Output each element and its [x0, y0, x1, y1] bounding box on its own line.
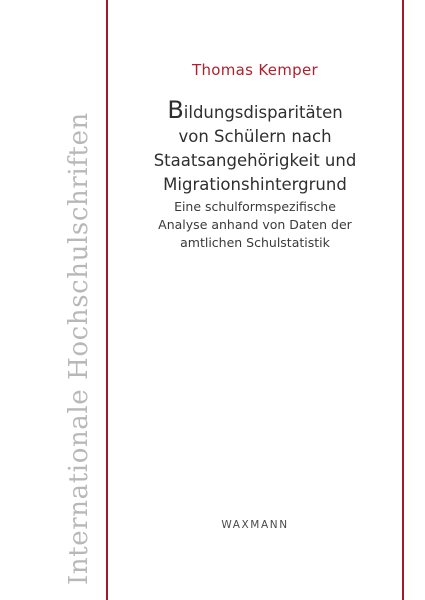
title-line-2: von Schülern nach: [178, 127, 332, 146]
series-title: Internationale Hochschulschriften: [64, 112, 94, 585]
left-accent-rule: [106, 0, 108, 600]
subtitle-line-2: Analyse anhand von Daten der: [158, 217, 352, 232]
title-initial: B: [167, 96, 184, 124]
title-line-4: Migrationshintergrund: [163, 175, 347, 194]
title-line-1-rest: ildungsdisparitäten: [183, 103, 343, 122]
title-line-3: Staatsangehörigkeit und: [153, 151, 357, 170]
right-accent-rule: [402, 0, 404, 600]
publisher-name: WAXMANN: [221, 519, 289, 531]
title-line-1: [108, 96, 402, 125]
book-title: [108, 96, 402, 197]
book-subtitle: [108, 198, 402, 252]
subtitle-line-3: amtlichen Schulstatistik: [180, 235, 330, 250]
subtitle-line-1: Eine schulformspezifische: [174, 199, 336, 214]
author-name: Thomas Kemper: [192, 61, 318, 79]
